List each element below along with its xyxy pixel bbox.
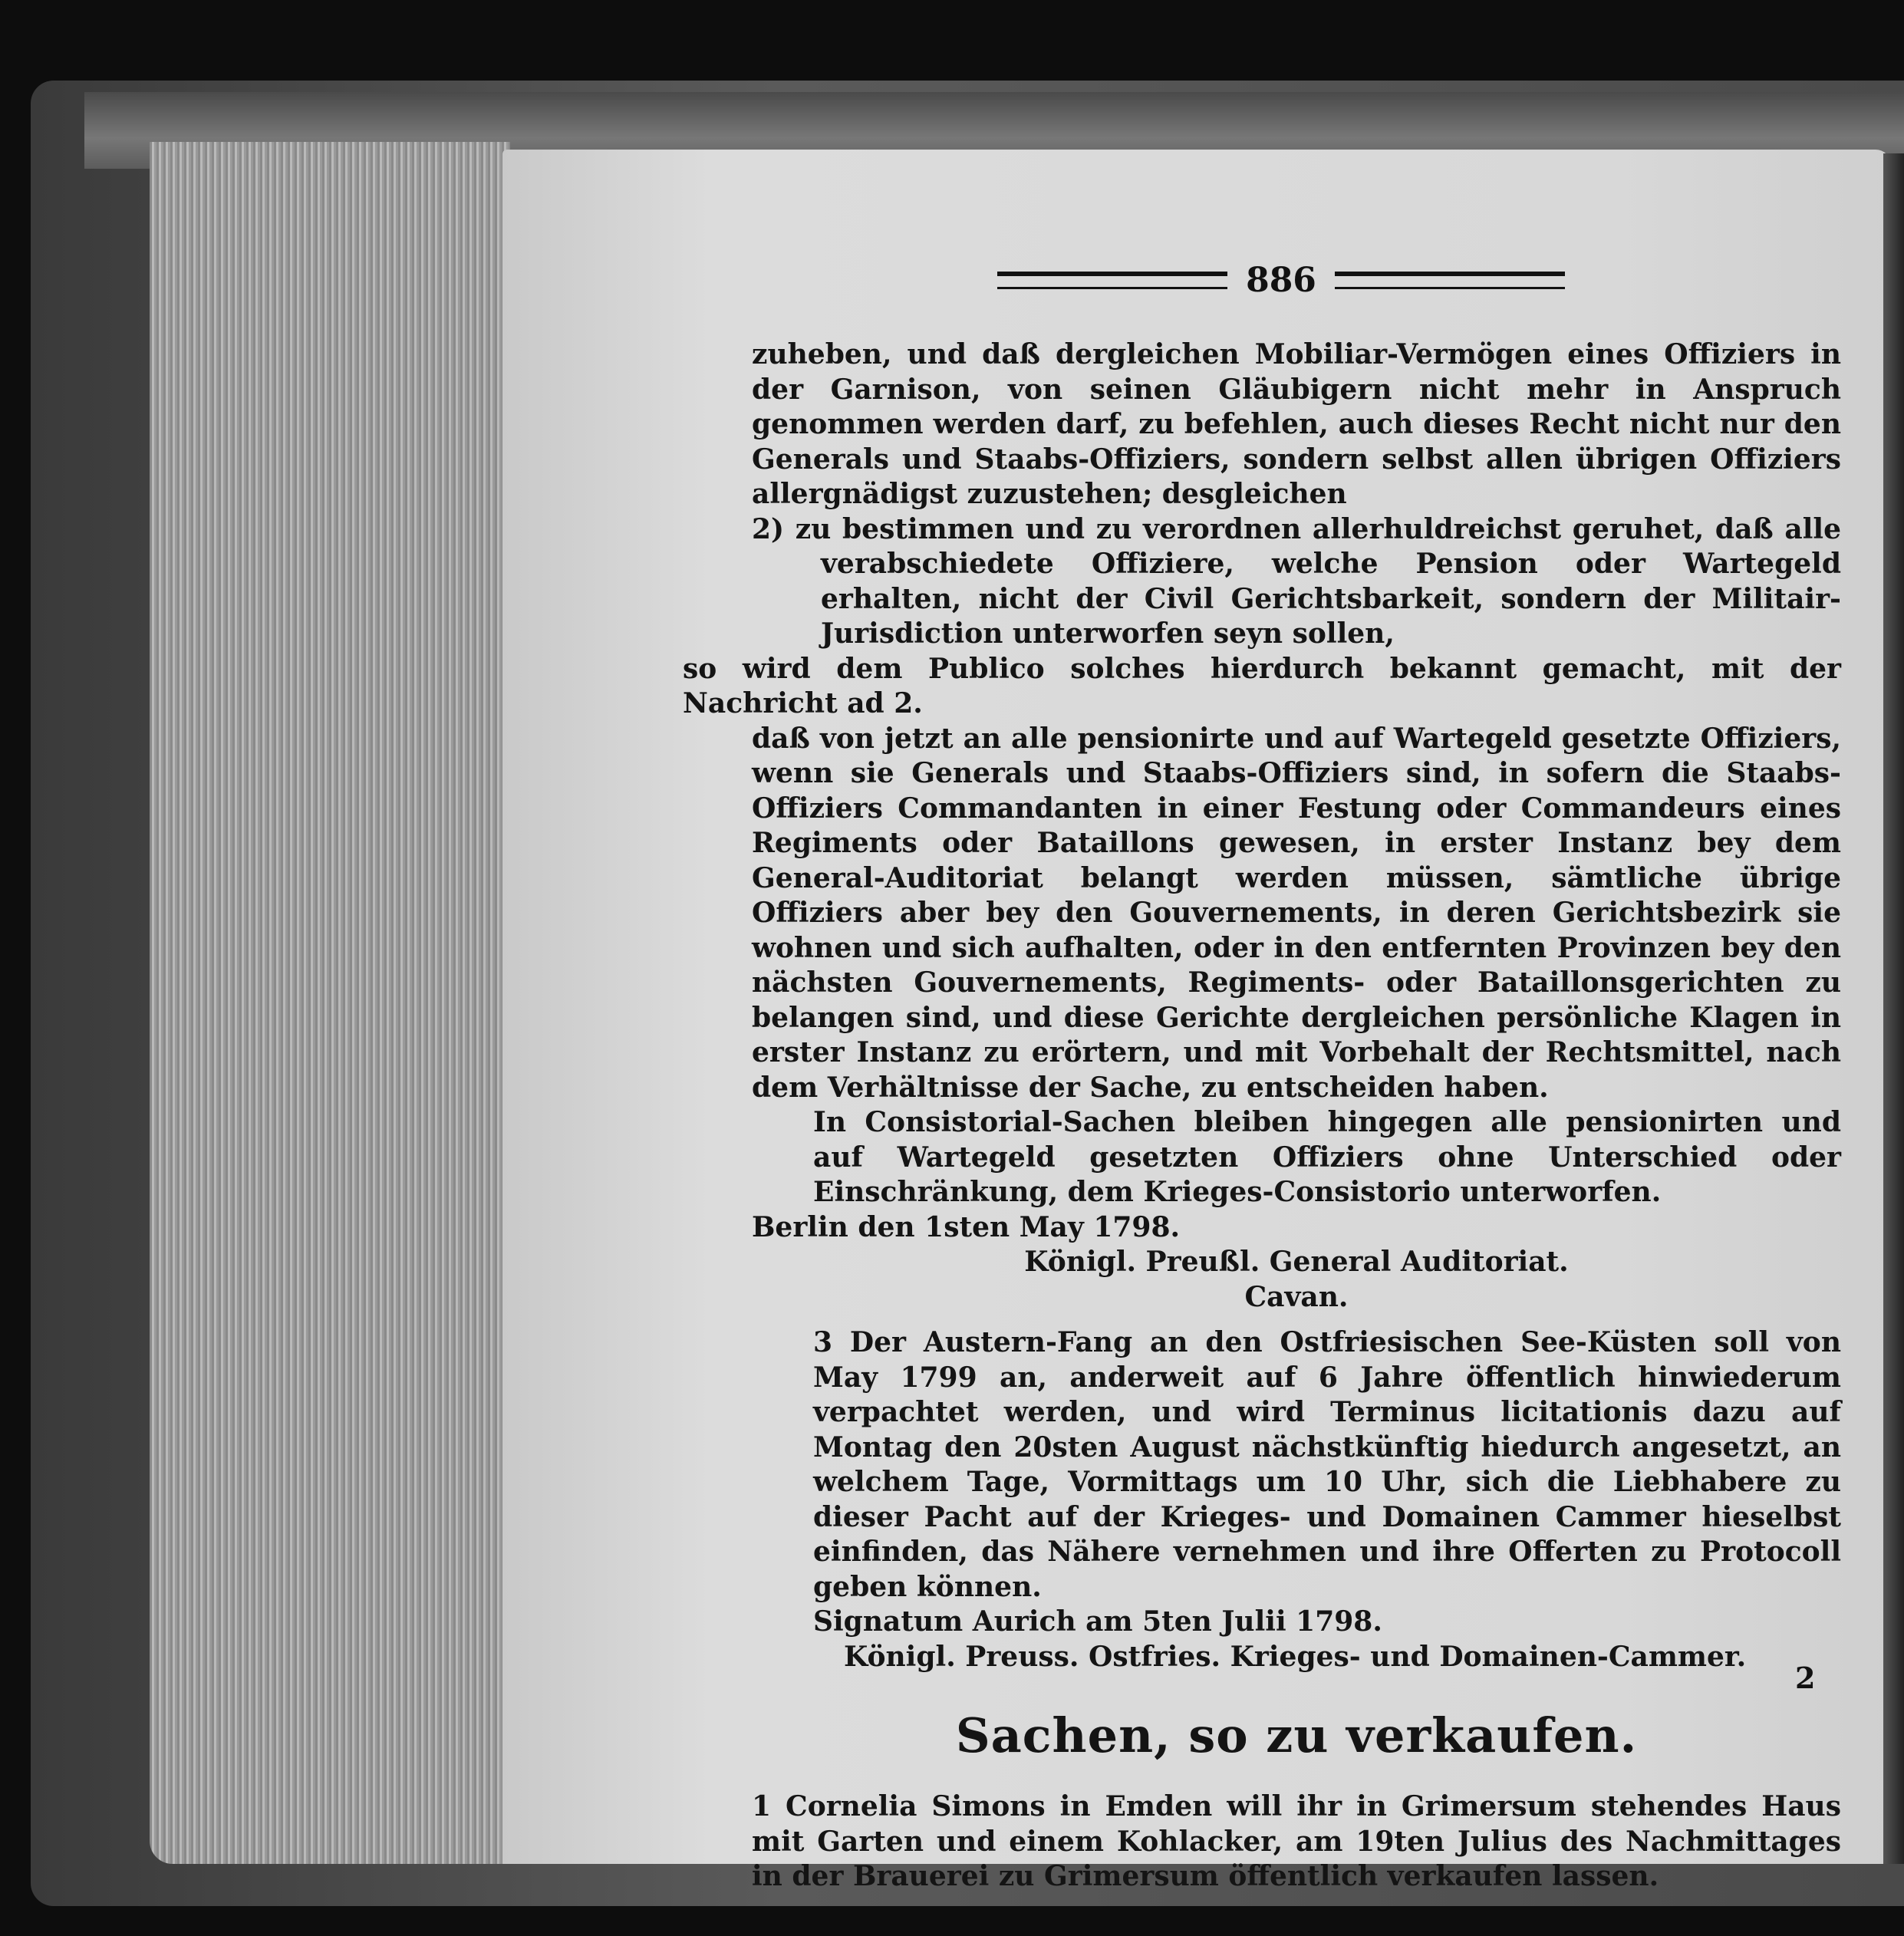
page-number: 886 [1246,260,1316,300]
paragraph-3: so wird dem Publico solches hierdurch bekannt gemacht, mit der Nachricht ad 2. [683,652,1841,719]
section-heading: Sachen, so zu verkaufen. [955,1707,1638,1763]
header-rule-left [997,272,1227,289]
signature-authority: Königl. Preußl. General Auditoriat. [1024,1246,1569,1278]
paragraph-2: 2) zu bestimmen und zu verordnen allerhuldreichst geruhet, daß alle verabschiedete Offiziere, welche Pension oder Wartegeld erhalten, nicht der Civil Gerichtsbarkeit, sondern der Militair-Jurisdiction unterworfen seyn sollen, [752,512,1841,650]
paragraph-4: daß von jetzt an alle pensionirte und auf Wartegeld gesetzte Offiziers, wenn sie Generals und Staabs-Offiziers sind, in sofern die Staabs-Offiziers Commandanten in einer Festung oder Commandeurs eines Regiments oder Bataillons gewesen, in erster Instanz bey dem General-Auditoriat belangt werden müssen, sämtliche übrige Offiziers aber bey den Gouvernements, in deren Gerichtsbezirk sie wohnen und sich aufhalten, oder in den entfernten Provinzen bey den nächsten Gouvernements, Regiments- oder Bataillonsgerichten zu belangen sind, und diese Gerichte dergleichen persönliche Klagen in erster Instanz zu erörtern, und mit Vorbehalt der Rechtsmittel, nach dem Verhältnisse der Sache, zu entscheiden haben. [752,722,1841,1104]
paragraph-sale-1: 1 Cornelia Simons in Emden will ihr in Grimersum stehendes Haus mit Garten und einem Kohlacker, am 19ten Julius des Nachmittages in der Brauerei zu Grimersum öffentlich verkaufen lassen. [752,1790,1841,1892]
header-rule-right [1335,272,1565,289]
page-edges [150,142,510,1864]
paragraph-5: In Consistorial-Sachen bleiben hingegen alle pensionirten und auf Wartegeld gesetzten Offiziers ohne Unterschied oder Einschränkung, dem Krieges-Consistorio unterworfen. [813,1106,1841,1208]
signature-cammer: Königl. Preuss. Ostfries. Krieges- und Domainen-Cammer. [844,1640,1747,1673]
page-header [997,257,1565,303]
signatum-line: Signatum Aurich am 5ten Julii 1798. [813,1605,1382,1638]
facing-page-edge [1883,153,1904,1864]
paragraph-1: zuheben, und daß dergleichen Mobiliar-Vermögen eines Offiziers in der Garnison, von seinen Gläubigern nicht mehr in Anspruch genommen werden darf, zu befehlen, auch dieses Recht nicht nur den Generals und Staabs-Offiziers, sondern selbst allen übrigen Offiziers allergnädigst zuzustehen; desgleichen [752,338,1841,510]
signature-name: Cavan. [1244,1280,1349,1313]
paragraph-3-austern: 3 Der Austern-Fang an den Ostfriesischen See-Küsten soll von May 1799 an, anderweit auf 6 Jahre öffentlich hinwiederum verpachtet werden, und wird Terminus licitationis dazu auf Montag den 20sten August nächstkünftig hiedurch angesetzt, an welchem Tage, Vormittags um 10 Uhr, sich die Liebhabere zu dieser Pacht auf der Krieges- und Domainen Cammer hieselbst einfinden, das Nähere vernehmen und ihre Offerten zu Protocoll geben können. [813,1326,1841,1603]
catchword: 2 [1795,1661,1816,1695]
date-line: Berlin den 1sten May 1798. [752,1210,1181,1243]
page-text [683,337,1841,1895]
